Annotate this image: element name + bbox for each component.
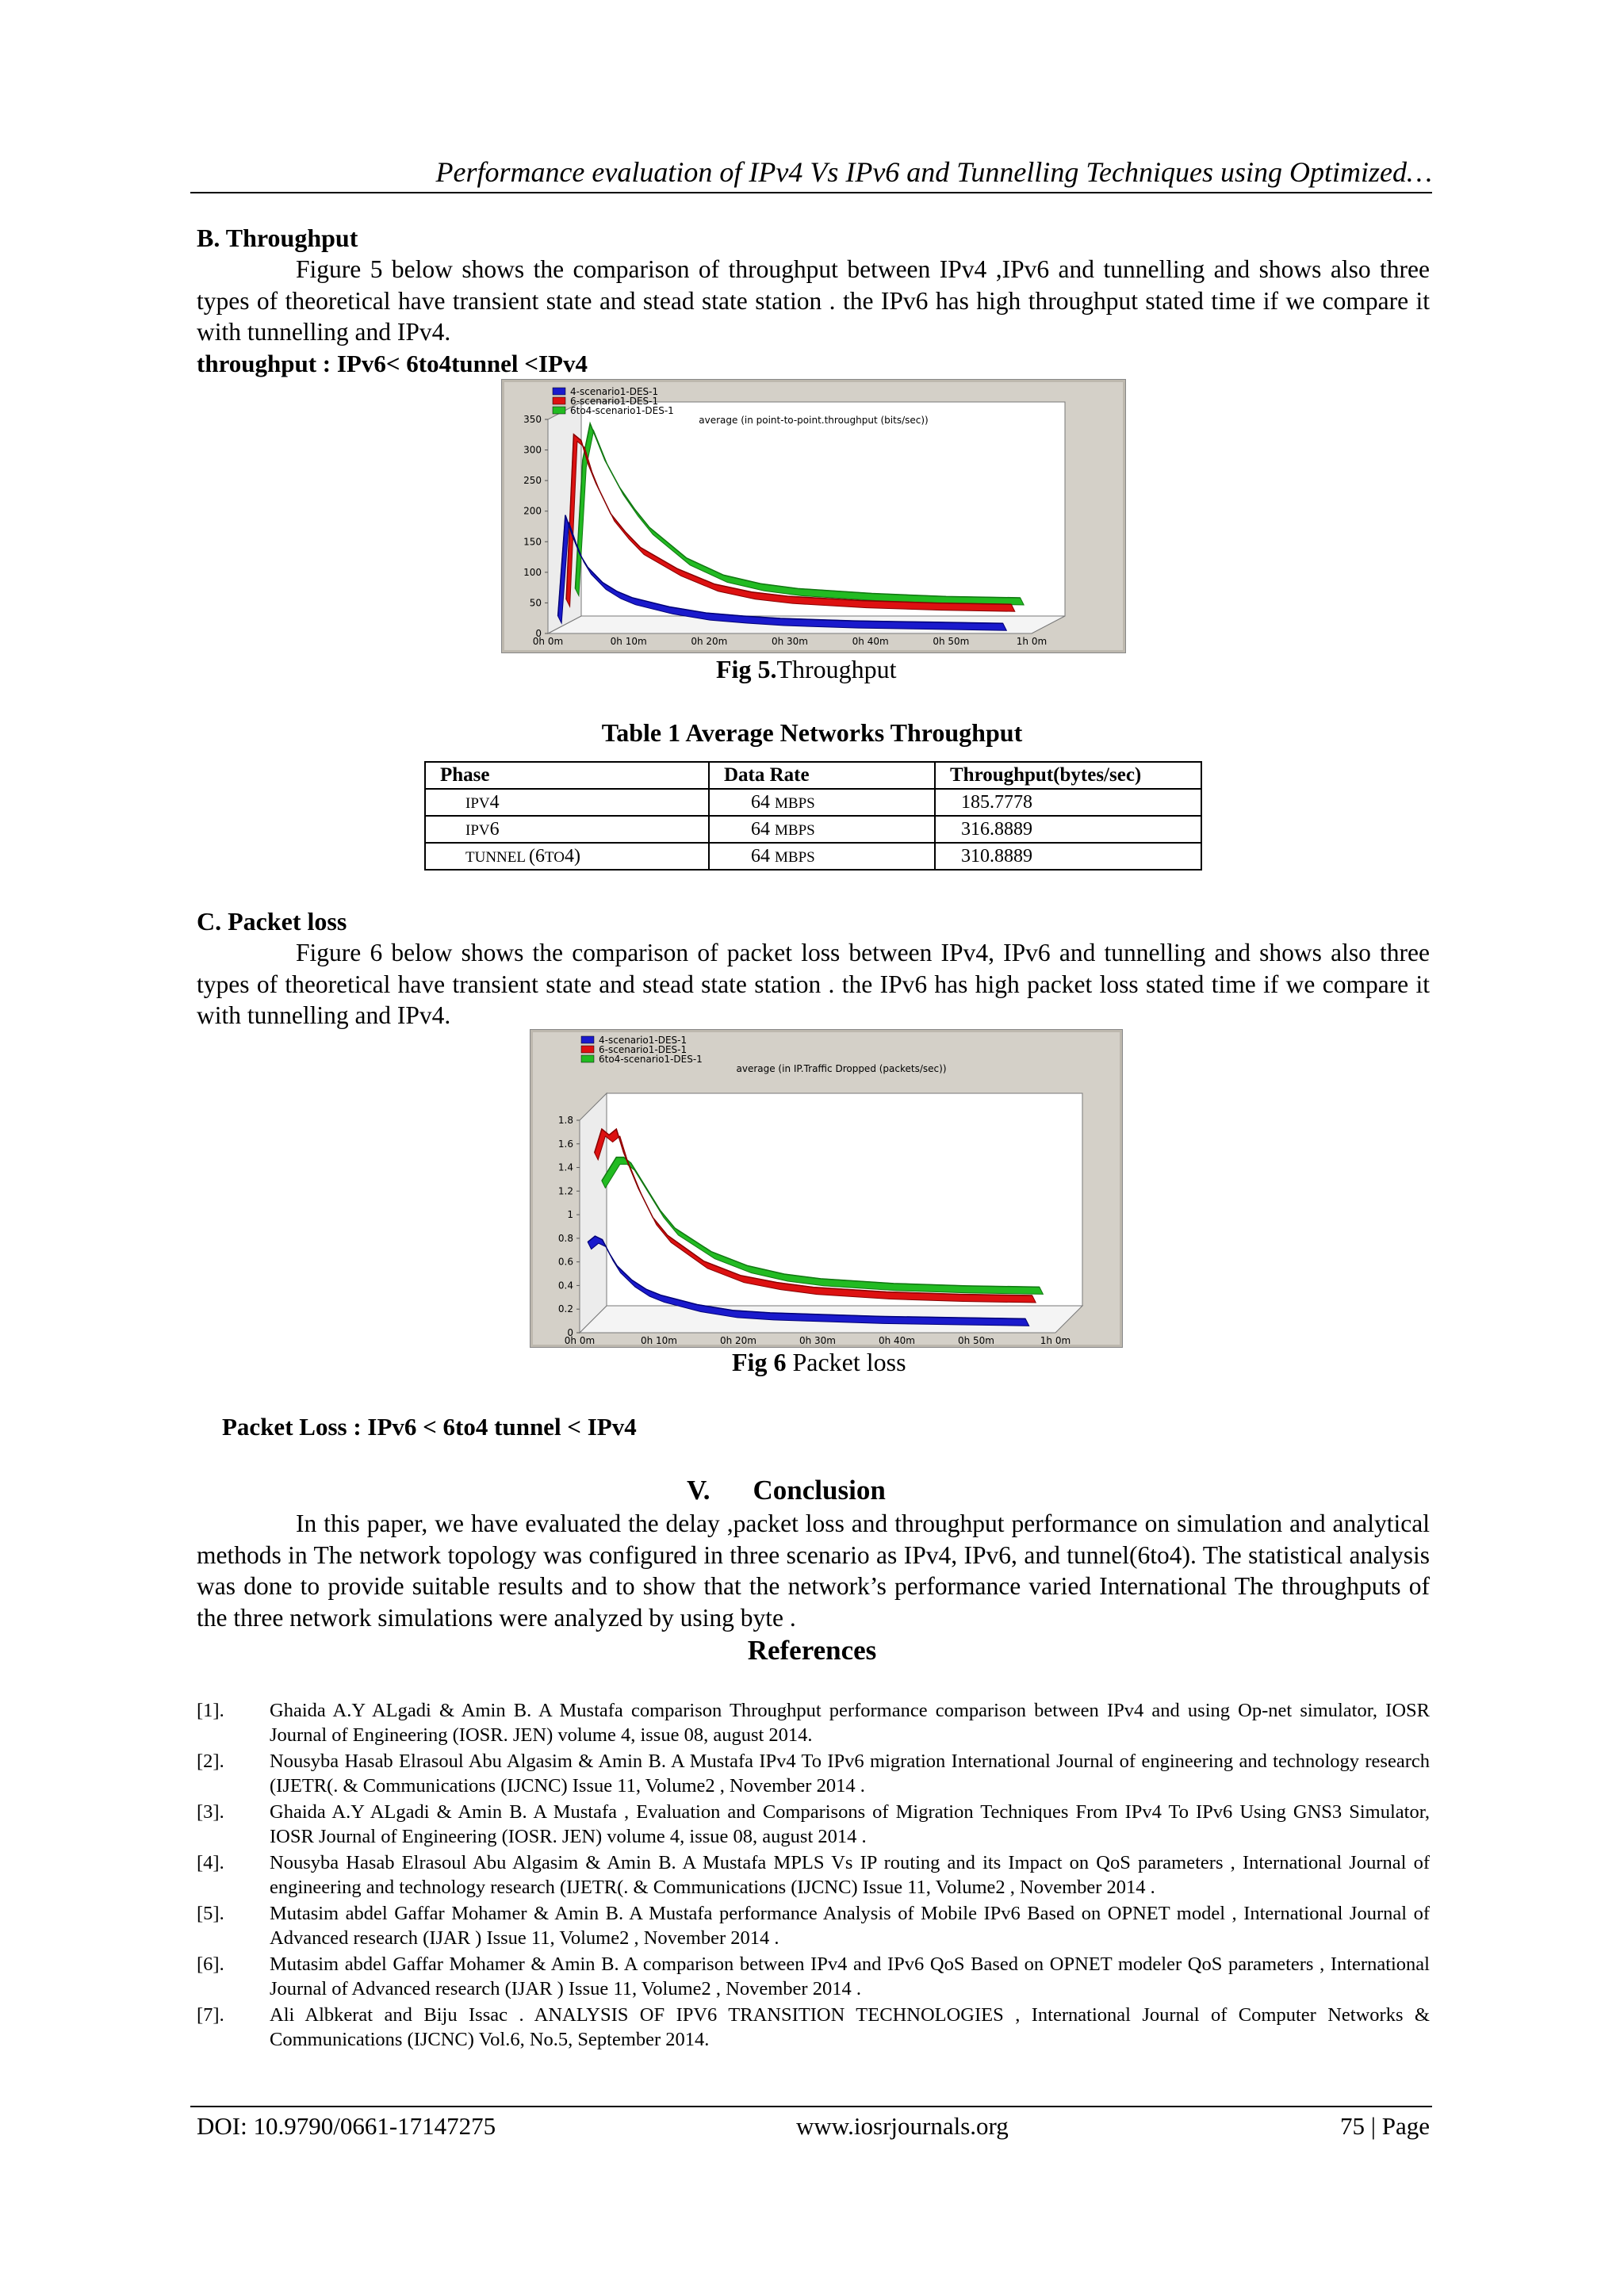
reference-item: [197, 2003, 1430, 2052]
table-header-row: [425, 762, 1201, 789]
chart-back-wall: [581, 402, 1065, 616]
references-list: [197, 1698, 1430, 2053]
y-tick-label: 0.8: [557, 1232, 573, 1244]
chart-title: average (in IP.Traffic Dropped (packets/sec)): [736, 1063, 947, 1074]
y-tick-label: 350: [523, 414, 542, 425]
x-tick-label: 0h 20m: [691, 636, 728, 647]
fig6-caption: [732, 1348, 906, 1377]
cell-throughput: 316.8889: [935, 816, 1201, 843]
reference-number: [4].: [197, 1852, 224, 1873]
fig5-caption: [716, 655, 897, 684]
legend-label: 6-scenario1-DES-1: [570, 396, 659, 407]
y-tick-label: 100: [523, 566, 542, 578]
cell-phase: IPV6: [425, 816, 709, 843]
reference-number: [7].: [197, 2004, 224, 2026]
y-tick-label: 0.4: [557, 1280, 573, 1292]
cell-phase: IPV4: [425, 789, 709, 816]
cell-throughput: 185.7778: [935, 789, 1201, 816]
conclusion-heading-number: V.: [687, 1475, 710, 1506]
reference-item: [197, 1901, 1430, 1950]
y-tick-label: 250: [523, 475, 542, 487]
throughput-table: [424, 761, 1202, 871]
x-tick-label: 0h 30m: [799, 1335, 837, 1346]
x-tick-label: 1h 0m: [1016, 636, 1048, 647]
chart-back-wall: [607, 1093, 1082, 1306]
footer-page-number: 75 | Page: [1340, 2112, 1430, 2140]
throughput-paragraph: [197, 254, 1430, 379]
fig5-caption-text: Throughput: [776, 655, 897, 683]
packet-loss-paragraph: [197, 937, 1430, 1031]
y-tick-label: 1.6: [557, 1138, 573, 1150]
x-tick-label: 0h 10m: [640, 1335, 678, 1346]
legend-label: 4-scenario1-DES-1: [570, 386, 659, 397]
throughput-text: Figure 5 below shows the comparison of throughput between IPv4 ,IPv6 and tunnelling and shows also three types of theoretical have transient state and stead state station . the IPv6 has high throughput stated time if we compare it with tunnelling and IPv4.: [197, 255, 1430, 346]
cell-rate: 64 MBPS: [709, 816, 935, 843]
section-heading-throughput: B. Throughput: [197, 224, 358, 252]
legend-label: 6to4-scenario1-DES-1: [570, 405, 674, 416]
y-tick-label: 50: [529, 597, 542, 609]
y-tick-label: 0: [567, 1327, 573, 1338]
x-tick-label: 0h 0m: [532, 636, 564, 647]
reference-text: Ghaida A.Y ALgadi & Amin B. A Mustafa , Evaluation and Comparisons of Migration Techniques From IPv4 To IPv6 Using GNS3 Simulator, IOSR Journal of Engineering (IOSR. JEN) volume 4, issue 08, august 2014 .: [270, 1801, 1430, 1847]
reference-text: Nousyba Hasab Elrasoul Abu Algasim & Amin B. A Mustafa IPv4 To IPv6 migration International Journal of engineering and technology research (IJETR(. & Communications (IJCNC) Issue 11, Volume2 , November 2014 .: [270, 1751, 1430, 1797]
table-header-phase: Phase: [425, 762, 709, 789]
footer-rule: [190, 2106, 1432, 2107]
y-tick-label: 1.4: [557, 1161, 573, 1173]
throughput-relation: throughput : IPv6< 6to4tunnel <IPv4: [197, 349, 588, 377]
conclusion-paragraph: [197, 1508, 1430, 1633]
section-heading-packet-loss: C. Packet loss: [197, 907, 347, 936]
legend-swatch: [581, 1046, 594, 1053]
reference-number: [5].: [197, 1903, 224, 1924]
reference-text: Nousyba Hasab Elrasoul Abu Algasim & Amin B. A Mustafa MPLS Vs IP routing and its Impact on QoS parameters , International Journal of engineering and technology research (IJETR(. & Communications (IJCNC) Issue 11, Volume2 , November 2014 .: [270, 1852, 1430, 1898]
cell-throughput: 310.8889: [935, 843, 1201, 870]
y-tick-label: 1.8: [557, 1115, 573, 1126]
y-tick-label: 200: [523, 505, 542, 517]
x-tick-label: 0h 50m: [957, 1335, 995, 1346]
x-tick-label: 0h 50m: [933, 636, 970, 647]
cell-phase: TUNNEL (6TO4): [425, 843, 709, 870]
table-header-throughput: Throughput(bytes/sec): [935, 762, 1201, 789]
x-tick-label: 0h 30m: [771, 636, 809, 647]
reference-number: [1].: [197, 1700, 224, 1721]
table1-title: Table 1 Average Networks Throughput: [601, 718, 1023, 747]
legend-label: 6-scenario1-DES-1: [599, 1044, 688, 1055]
fig6-caption-label: Fig 6: [732, 1348, 787, 1376]
reference-item: [197, 1850, 1430, 1900]
reference-item: [197, 1749, 1430, 1798]
legend-swatch: [553, 388, 565, 395]
table-row: [425, 789, 1201, 816]
table-header-rate: Data Rate: [709, 762, 935, 789]
legend-swatch: [581, 1055, 594, 1062]
table-row: [425, 816, 1201, 843]
x-tick-label: 1h 0m: [1040, 1335, 1071, 1346]
cell-rate: 64 MBPS: [709, 789, 935, 816]
throughput-chart-svg: [502, 380, 1125, 652]
header-rule: [190, 192, 1432, 193]
throughput-chart: [501, 379, 1126, 653]
y-tick-label: 0.2: [557, 1303, 573, 1315]
packet-loss-chart-svg: [530, 1030, 1122, 1347]
y-tick-label: 0: [535, 628, 542, 639]
legend-swatch: [581, 1036, 594, 1043]
legend-swatch: [553, 397, 565, 404]
chart-group: [523, 386, 1065, 647]
conclusion-text: In this paper, we have evaluated the delay ,packet loss and throughput performance on simulation and analytical methods in The network topology was configured in three scenario as IPv4, IPv6, and tunnel(6to4). The statistical analysis was done to provide suitable results and to show that the network’s performance varied International The throughputs of the three network simulations were analyzed by using byte .: [197, 1510, 1430, 1632]
footer-doi: DOI: 10.9790/0661-17147275: [197, 2112, 496, 2140]
conclusion-heading-text: Conclusion: [753, 1475, 886, 1506]
conclusion-heading: [687, 1475, 886, 1506]
reference-item: [197, 1800, 1430, 1849]
packet-loss-relation: Packet Loss : IPv6 < 6to4 tunnel < IPv4: [222, 1413, 637, 1441]
table-row: [425, 843, 1201, 870]
chart-title: average (in point-to-point.throughput (bits/sec)): [699, 415, 929, 426]
reference-number: [6].: [197, 1954, 224, 1975]
references-heading: References: [747, 1635, 877, 1666]
x-tick-label: 0h 0m: [564, 1335, 596, 1346]
x-tick-label: 0h 10m: [610, 636, 647, 647]
fig6-caption-text: Packet loss: [786, 1348, 906, 1376]
legend-label: 4-scenario1-DES-1: [599, 1035, 688, 1046]
reference-text: Mutasim abdel Gaffar Mohamer & Amin B. A comparison between IPv4 and IPv6 QoS Based on OPNET modeler QoS parameters , International Journal of Advanced research (IJAR ) Issue 11, Volume2 , November 2014 .: [270, 1954, 1430, 1999]
legend-label: 6to4-scenario1-DES-1: [599, 1054, 703, 1065]
x-tick-label: 0h 40m: [878, 1335, 916, 1346]
reference-text: Mutasim abdel Gaffar Mohamer & Amin B. A Mustafa performance Analysis of Mobile IPv6 Based on OPNET model , International Journal of Advanced research (IJAR ) Issue 11, Volume2 , November 2014 .: [270, 1903, 1430, 1949]
y-tick-label: 1: [567, 1209, 573, 1221]
footer-website: www.iosrjournals.org: [796, 2112, 1009, 2140]
y-tick-label: 150: [523, 536, 542, 548]
reference-text: Ghaida A.Y ALgadi & Amin B. A Mustafa comparison Throughput performance comparison between IPv4 and using Op-net simulator, IOSR Journal of Engineering (IOSR. JEN) volume 4, issue 08, august 2014.: [270, 1700, 1430, 1746]
cell-rate: 64 MBPS: [709, 843, 935, 870]
chart-group: [558, 1035, 1082, 1346]
reference-item: [197, 1698, 1430, 1747]
reference-number: [3].: [197, 1801, 224, 1823]
y-tick-label: 1.2: [557, 1185, 573, 1197]
x-tick-label: 0h 20m: [719, 1335, 757, 1346]
fig5-caption-label: Fig 5.: [716, 655, 777, 683]
y-tick-label: 0.6: [557, 1256, 573, 1268]
running-header: Performance evaluation of IPv4 Vs IPv6 and Tunnelling Techniques using Optimized…: [435, 156, 1432, 188]
legend-swatch: [553, 407, 565, 414]
reference-text: Ali Albkerat and Biju Issac . ANALYSIS OF IPV6 TRANSITION TECHNOLOGIES , International Journal of Computer Networks & Communications (IJCNC) Vol.6, No.5, September 2014.: [270, 2004, 1430, 2050]
reference-item: [197, 1952, 1430, 2001]
y-tick-label: 300: [523, 444, 542, 456]
packet-loss-text: Figure 6 below shows the comparison of packet loss between IPv4, IPv6 and tunnelling and shows also three types of theoretical have transient state and stead state station . the IPv6 has high packet loss stated time if we compare it with tunnelling and IPv4.: [197, 939, 1430, 1029]
x-tick-label: 0h 40m: [852, 636, 889, 647]
packet-loss-chart: [530, 1029, 1123, 1348]
reference-number: [2].: [197, 1751, 224, 1772]
